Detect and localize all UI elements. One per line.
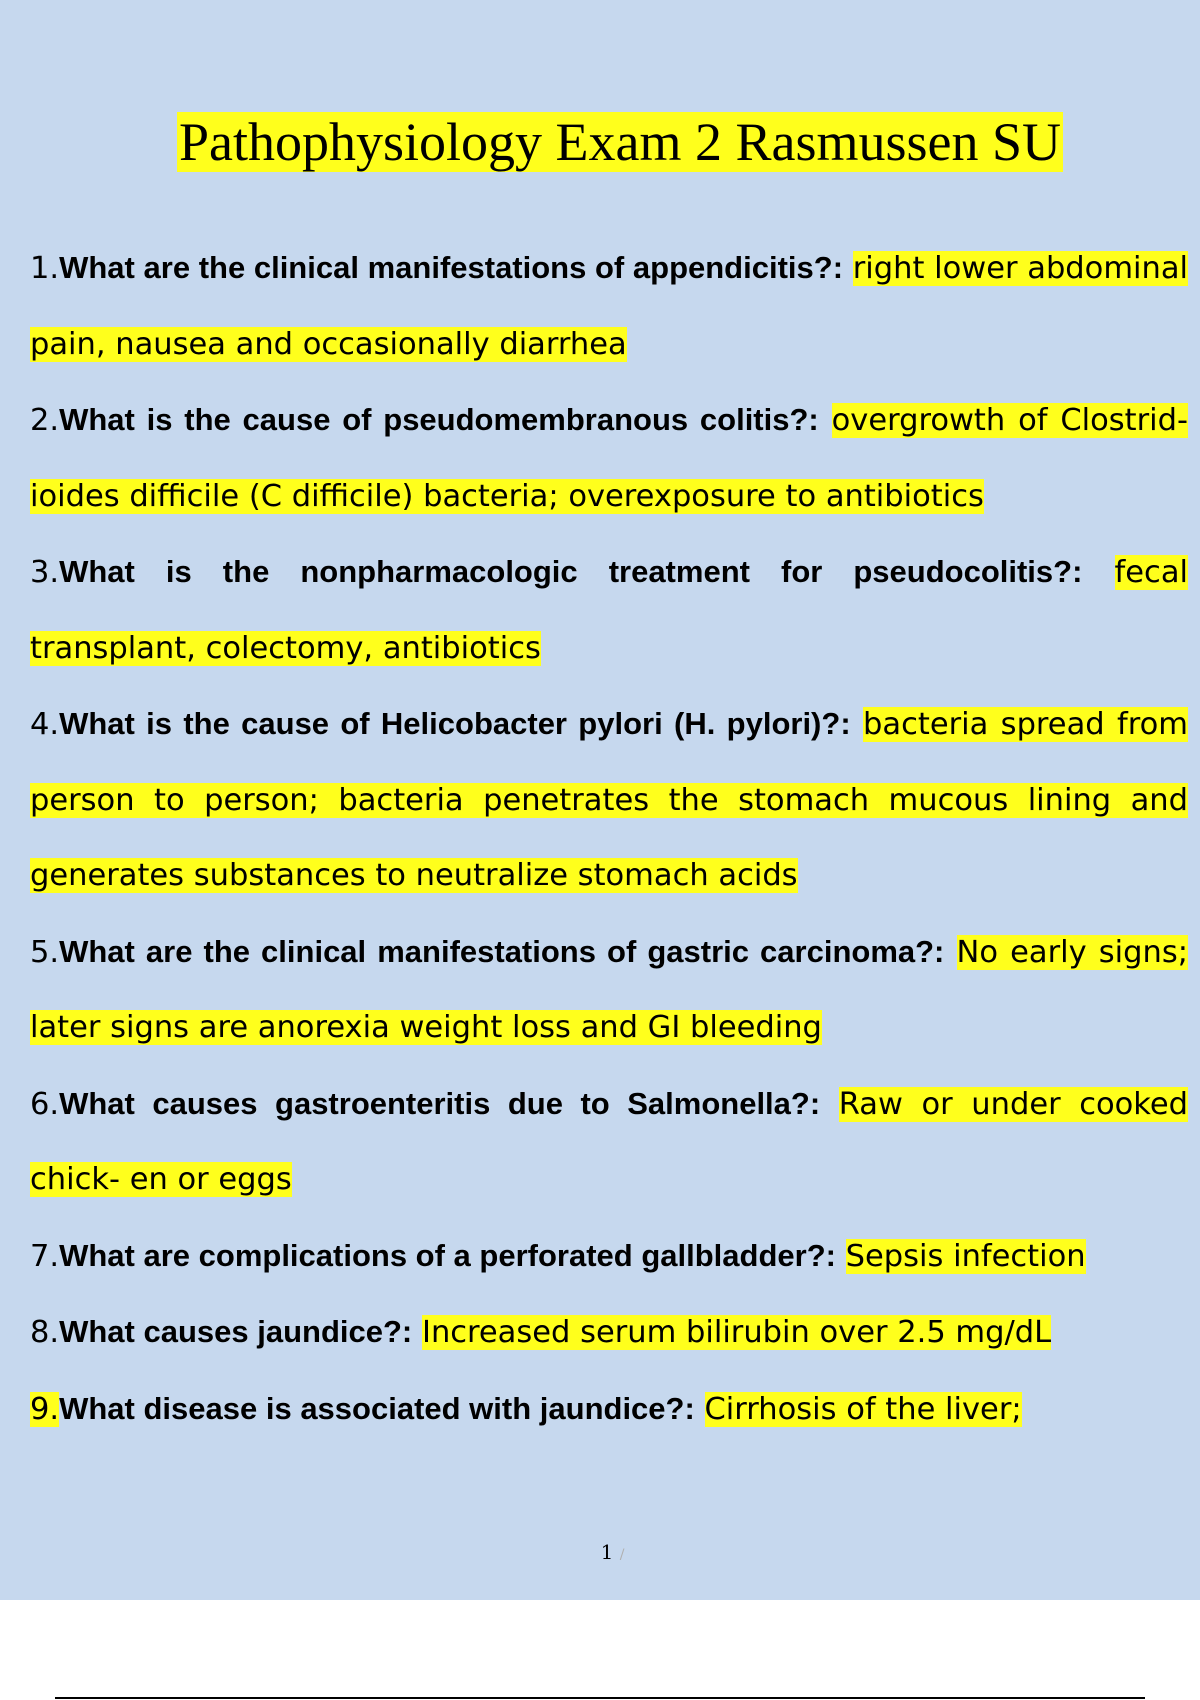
question-text: What causes gastroenteritis due to Salmonella?: — [59, 1085, 821, 1121]
question-text: What are the clinical manifestations of appendicitis?: — [59, 250, 844, 285]
question-number: 2. — [30, 403, 60, 438]
document-title — [0, 108, 1200, 176]
question-item-6 — [30, 1066, 1188, 1218]
question-text: What is the cause of pseudomembranous colitis?: — [59, 402, 819, 437]
question-number: 3. — [30, 555, 60, 590]
question-number: 4. — [30, 707, 60, 742]
page-number — [0, 1540, 1200, 1564]
question-item-3 — [30, 534, 1188, 686]
question-item-8 — [30, 1294, 1188, 1371]
answer-text: Cirrhosis of the liver; — [704, 1391, 1022, 1427]
answer-text: overgrowth of Clostrid- ioides difficile (C difficile) bacteria; overexposure to antibiotics — [30, 403, 1188, 514]
question-item-9 — [30, 1371, 1188, 1448]
question-text: What is the nonpharmacologic treatment for pseudocolitis?: — [59, 554, 1083, 589]
question-item-5 — [30, 914, 1188, 1066]
answer-text: Increased serum bilirubin over 2.5 mg/dL — [421, 1315, 1052, 1350]
question-text: What disease is associated with jaundice?: — [59, 1390, 695, 1426]
page-number-suffix: / — [619, 1547, 625, 1563]
question-number: 5. — [30, 934, 60, 970]
footer-divider — [55, 1697, 1145, 1699]
question-item-1 — [30, 230, 1188, 382]
question-text: What is the cause of Helicobacter pylori (H. pylori)?: — [59, 706, 851, 741]
answer-text: bacteria spread from person to person; bacteria penetrates the stomach mucous lining and generates substances to neutralize stomach acids — [30, 707, 1188, 893]
answer-text: Sepsis infection — [845, 1238, 1086, 1274]
page-number-value: 1 — [600, 1540, 614, 1564]
question-list — [30, 230, 1188, 1447]
question-text: What are complications of a perforated gallbladder?: — [59, 1237, 836, 1273]
answer-text: right lower abdominal pain, nausea and occasionally diarrhea — [30, 251, 1189, 362]
question-number: 1. — [30, 251, 60, 286]
question-item-2 — [30, 382, 1188, 534]
answer-text: fecal transplant, colectomy, antibiotics — [30, 555, 1188, 666]
question-item-4 — [30, 686, 1188, 914]
question-text: What causes jaundice?: — [59, 1314, 413, 1349]
question-number: 9. — [30, 1391, 60, 1427]
question-text: What are the clinical manifestations of gastric carcinoma?: — [59, 933, 945, 969]
question-number: 7. — [30, 1238, 60, 1274]
question-number: 8. — [30, 1315, 60, 1350]
answer-text: Raw or under cooked chick- en or eggs — [30, 1086, 1188, 1197]
answer-text: No early signs; later signs are anorexia weight loss and GI bleeding — [30, 934, 1189, 1045]
question-item-7 — [30, 1218, 1188, 1295]
document-title-text: Pathophysiology Exam 2 Rasmussen SU — [178, 112, 1061, 172]
question-number: 6. — [30, 1086, 60, 1122]
